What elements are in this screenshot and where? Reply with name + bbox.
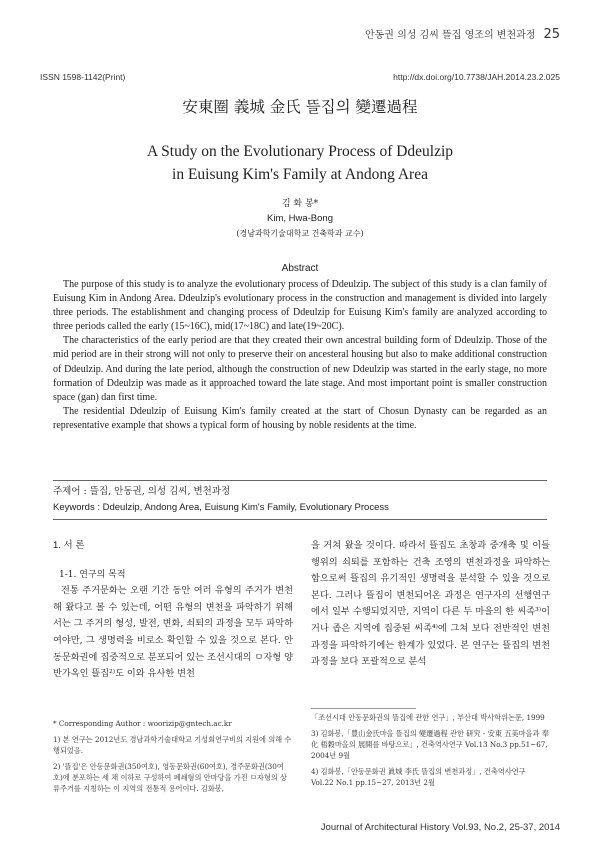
abstract-paragraph-3: The residential Ddeulzip of Euisung Kim's family created at the start of Chosun Dynasty can be regarded as an representative example that shows a typical form of housing by noble residents at the time. xyxy=(53,405,547,431)
author-affiliation: (경남과학기술대학교 건축학과 교수) xyxy=(236,229,364,238)
abstract-heading: Abstract xyxy=(281,263,319,274)
footnote-divider-right xyxy=(311,708,416,709)
footnote-3: 3) 김화봉,「豊山金氏마을 뜰집의 變遷過程 관한 研究 - 安東 五美마을과 奉化 梧穀마을의 展開를 바탕으로」, 건축역사연구 Vol.13 No.3 pp.51~67, 2004년 9월 xyxy=(311,729,549,760)
abstract-paragraph-2: The characteristics of the early period are that they created their own ancestral building form of Ddeulzip. Those of the mid period are in their strong will not only to preserve their on ancesteral housing but also to make additional construction of Ddeulzip. And during the late period, although the construction of new Ddeulzip was started in the early stage, no more formation of Ddeulzip was made as it approached toward the late stage. And most important point is smaller construction space (gan) dan first time. xyxy=(53,335,547,403)
author-name-english: Kim, Hwa-Bong xyxy=(267,213,333,224)
running-header xyxy=(365,26,560,42)
body-paragraph-left: 전통 주거문화는 오랜 기간 동안 여러 유형의 주거가 변천해 왔다고 볼 수 있는데, 어떤 유형의 변천을 파악하기 위해서는 그 주거의 형성, 발전, 변화, 쇠퇴의 과정을 모두 파악하여야만, 그 생명력을 비로소 확인할 수 있을 것으로 본다. 안동문화권에 집중적으로 분포되어 있는 조선시대의 ㅁ자형 양반가옥인 뜰집²⁾도 이와 유사한 변천 xyxy=(53,585,293,680)
footnotes-left xyxy=(53,718,293,799)
keywords-korean: 주제어 : 뜰집, 안동권, 의성 김씨, 변천과정 xyxy=(53,486,231,497)
title-korean: 安東圈 義城 金氏 뜰집의 變遷過程 xyxy=(182,98,418,116)
keywords-box xyxy=(53,480,547,520)
title-english-line1: A Study on the Evolutionary Process of Ddeulzip xyxy=(146,143,454,160)
body-left-column xyxy=(53,538,293,683)
doi-link[interactable]: http://dx.doi.org/10.7738/JAH.2014.23.2.025 xyxy=(393,72,560,82)
title-english-line2: in Euisung Kim's Family at Andong Area xyxy=(172,166,428,183)
footnote-2-continued: 「조선시대 안동문화권의 뜰집에 관한 연구」, 부산대 박사학위논문, 1999 xyxy=(311,713,545,722)
section-title: 1. 서 론 xyxy=(53,540,85,551)
title-english xyxy=(0,140,600,186)
subsection-title: 1-1. 연구의 목적 xyxy=(59,569,126,580)
abstract-paragraph-1: The purpose of this study is to analyze the evolutionary process of Ddeulzip. The subject of this study is a clan family of Euisung Kim in Andong Area. Ddeulzip's evolutionary process in the construction and management is divided into largely three periods. The establishment and changing process of Ddeulzip for Euisung Kim's family are analyzed according to three periods called the early (15~16C), mid(17~18C) and late(19~20C). xyxy=(53,279,547,333)
abstract-body xyxy=(53,278,547,433)
corresponding-author: * Corresponding Author : woorizip@gntech.ac.kr xyxy=(53,719,232,728)
journal-footer: Journal of Architectural History Vol.93, No.2, 25-37, 2014 xyxy=(320,822,560,833)
footnote-2: 2) '뜰집'은 안동문화권(350여호), 영동문화권(60여호), 경주문화권(30여호)에 분포하는 세 채 이하로 구성하여 폐쇄형의 안마당을 가진 ㅁ자형의 상류주거를 지칭하는 이 지역의 전통적 용어이다. 김화봉, xyxy=(53,762,287,793)
footnotes-right xyxy=(311,712,550,793)
running-title: 안동권 의성 김씨 뜰집 영조의 변천과정 xyxy=(364,30,536,41)
issn: ISSN 1598-1142(Print) xyxy=(40,72,126,82)
body-paragraph-right: 을 거쳐 왔을 것이다. 따라서 뜰집도 초창과 중개축 및 이들 행위의 쇠퇴를 포함하는 건축 조영의 변천과정을 파악하는 함으로써 뜰집의 유기적인 생명력을 분석할 수 있을 것으로 본다. 그러나 뜰집이 변천되어온 과정은 연구자의 선행연구에서 일부 수행되었지만, 지역이 다른 두 마을의 한 씨족³⁾이거나 좁은 지역에 집중된 씨족⁴⁾에 그쳐 보다 전반적인 변천과정을 파악하기에는 한계가 있었다. 본 연구는 뜰집의 변천과정을 보다 포괄적으로 분석 xyxy=(311,540,550,668)
footnote-1: 1) 본 연구는 2012년도 경남과학기술대학교 기성회연구비의 지원에 의해 수행되었음. xyxy=(53,735,292,755)
page-number: 25 xyxy=(543,27,560,42)
author-name-korean: 김 화 봉* xyxy=(281,199,319,209)
footnote-4: 4) 김화봉,「안동문화권 眞城 李氏 뜰집의 변천과정」, 건축역사연구 Vol.22 No.1 pp.15~27, 2013년 2월 xyxy=(311,767,526,787)
keywords-english: Keywords : Ddeulzip, Andong Area, Euisung Kim's Family, Evolutionary Process xyxy=(53,502,389,513)
body-right-column xyxy=(311,538,550,671)
